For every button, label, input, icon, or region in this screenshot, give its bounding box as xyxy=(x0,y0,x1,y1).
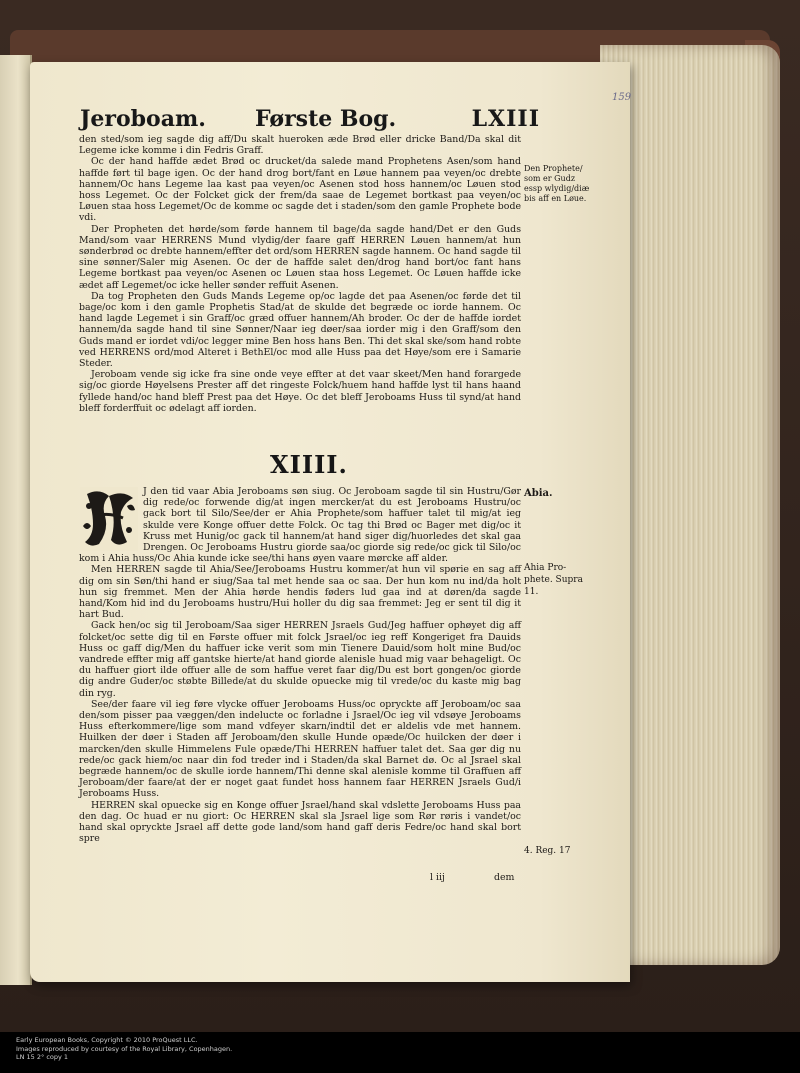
paragraph: J den tid vaar Abia Jeroboams søn siug. Oc Jeroboam sagde til sin Hustru/Gør dig rede/oc forwende dig/at ingen mercker/at du est Jeroboams Hustru/oc gack bort til Silo/See/der er Ahia Prophete/som haffuer talet til mig/at ieg skulde vere Konge offuer dette Folck. Oc tag thi Brød oc Bager met dig/oc it Kruss met Hunig/oc gack til hannem/at hand siger dig/huorledes det skal gaa Drengen. Oc Jeroboams Hustru giorde saa/oc giorde sig rede/oc gick til Silo/oc kom i Ahia huss/Oc Ahia kunde icke see/thi hans øyen vaare mørcke aff alder. xyxy=(79,486,521,565)
folio-number: 159 xyxy=(612,92,632,103)
paragraph: den sted/som ieg sagde dig aff/Du skalt hueroken æde Brød eller dricke Band/Da skal dit Legeme icke komme i din Fedris Graff. xyxy=(79,134,521,157)
left-page-edge xyxy=(0,55,32,985)
paragraph: Gack hen/oc sig til Jeroboam/Saa siger HERREN Jsraels Gud/Jeg haffuer ophøyet dig aff folcket/oc sette dig til en Første offuer mit folck Jsrael/oc ieg reff Kongeriget fra Dauids Huss oc gaff dig/Men du haffuer icke verit som min Tienere Dauid/som holt mine Bud/oc vandrede effter mig aff gantske hierte/at hand giorde alenisle huad mig vaar behageligt. Oc du haffuer giort ilde offuer alle de som haffue veret faar dig/Du est bort gongen/oc giorde dig andre Guder/oc støbte Billede/at du skulde opuecke mig til vrede/oc du kaste mig bag din ryg. xyxy=(79,620,521,699)
copyright-footer xyxy=(0,1032,800,1073)
footer-line: LN 15 2° copy 1 xyxy=(16,1053,69,1061)
footer-line: Images reproduced by courtesy of the Royal Library, Copenhagen. xyxy=(16,1044,233,1053)
marginal-note: Den Prophete/ som er Gudz essp wlydig/diæ bis aff en Løue. xyxy=(524,164,590,203)
signature-mark: l iij xyxy=(430,872,445,883)
paragraph: Men HERREN sagde til Ahia/See/Jeroboams Hustru kommer/at hun vil spørie en sag aff dig om sin Søn/thi hand er siug/Saa tal met hende saa oc saa. Der hun kom nu ind/da holt hun sig fremmet. Men der Ahia hørde hendis føders lud gaa ind at døren/da sagde hand/Kom hid ind du Jeroboams hustru/Hui holler du dig saa fremmet: Jeg er sent til dig it hart Bud. xyxy=(79,564,521,621)
chapter-number: XIIII. xyxy=(270,450,348,479)
decorated-initial-icon xyxy=(79,486,139,552)
footer-line: Early European Books, Copyright © 2010 ProQuest LLC. xyxy=(16,1036,198,1044)
running-head-center: Første Bog. xyxy=(255,106,397,132)
text-block-bottom xyxy=(79,486,521,845)
paragraph: Jeroboam vende sig icke fra sine onde veye effter at det vaar skeet/Men hand forargede sig/oc giorde Høyelsens Prester aff det ringeste Folck/huem hand haffde lyst til hans haand fyllede hand/oc hand bleff Prest paa det Høye. Oc det bleff Jeroboams Huss til synd/at hand bleff forderffuit oc ødelagt aff iorden. xyxy=(79,369,521,414)
paragraph: Der Propheten det hørde/som førde hannem til bage/da sagde hand/Det er den Guds Mand/som vaar HERRENS Mund vlydig/der faare gaff HERREN Løuen hannem/at hun sønderbrød oc drebte hannem/effter det ord/som HERREN sagde hannem. Oc hand sagde til sine sønner/Saler mig Asenen. Oc der de haffde salet den/drog hand bort/oc fant hans Legeme bortkast paa veyen/oc Asenen oc Løuen staa hoss Legemet. Oc Løuen haffde icke ædet aff Legemet/oc icke heller sønder reffuit Asenen. xyxy=(79,223,521,291)
marginal-note: Abia. xyxy=(524,488,553,499)
paragraph: See/der faare vil ieg føre vlycke offuer Jeroboams Huss/oc opryckte aff Jeroboam/oc saa den/som pisser paa væggen/den indelucte oc forladne i Jsrael/Oc ieg vil vdsøye Jeroboams Huss efterkommere/lige som mand vdfeyer skarn/indtil det er aldelis vde met hannem. Huilken der døer i Staden aff Jeroboam/den skulle Hunde opæde/Oc huilcken der døer i marcken/den skulle Himmelens Fule opæde/Thi HERREN haffuer talet det. Saa gør dig nu rede/oc gack hiem/oc naar din fod treder ind i Staden/da skal Barnet dø. Oc al Jsrael skal begræde hannem/oc de skulle iorde hannem/Thi denne skal alenisle komme til Graffuen aff Jeroboam/der faare/at der er noget gaat fundet hoss hannem faar HERREN Jsraels Gud/i Jeroboams Huss. xyxy=(79,698,521,800)
catchword: dem xyxy=(494,872,515,883)
paragraph: HERREN skal opuecke sig en Konge offuer Jsrael/hand skal vdslette Jeroboams Huss paa den dag. Oc huad er nu giort: Oc HERREN skal sla Jsrael lige som Rør røris i vandet/oc hand skal opryckte Jsrael aff dette gode land/som hand gaff deris Fedre/oc hand skal bort spre xyxy=(79,799,521,845)
paragraph: Da tog Propheten den Guds Mands Legeme op/oc lagde det paa Asenen/oc førde det til bage/oc kom i den gamle Prophetis Stad/at de skulde det begræde oc iorde hannem. Oc hand lagde Legemet i sin Graff/oc græd offuer hannem/Ah broder. Oc der de haffde iordet hannem/da sagde hand til sine Sønner/Naar ieg døer/saa iorder mig i den Graff/som den Guds mand er iordet vdi/oc legger mine Ben hoss hans Ben. Thi det skal ske/som hand robte ved HERRENS ord/mod Alteret i BethEl/oc mod alle Huss paa det Høye/som ere i Samarie Steder. xyxy=(79,290,521,370)
running-head-left: Jeroboam. xyxy=(80,106,206,132)
marginal-note: Ahia Pro- phete. Supra 11. xyxy=(524,563,583,597)
paragraph: Oc der hand haffde ædet Brød oc drucket/da salede mand Prophetens Asen/som hand haffde ført til bage igen. Oc der hand drog bort/fant en Løue hannem paa veyen/oc drebte hannem/Oc hans Legeme laa kast paa veyen/oc Asenen stod hoss hannem/oc Løuen stod hoss Legemet. Oc der Folcket gick der frem/da saae de Legemet bortkast paa veyen/oc Løuen staa hoss Legemet/Oc de komme oc sagde det i staden/som den gamle Prophete bode vdi. xyxy=(79,156,521,224)
running-head-right: LXIII xyxy=(471,106,540,132)
marginal-note: 4. Reg. 17 xyxy=(524,846,571,856)
text-block-top xyxy=(79,134,521,414)
